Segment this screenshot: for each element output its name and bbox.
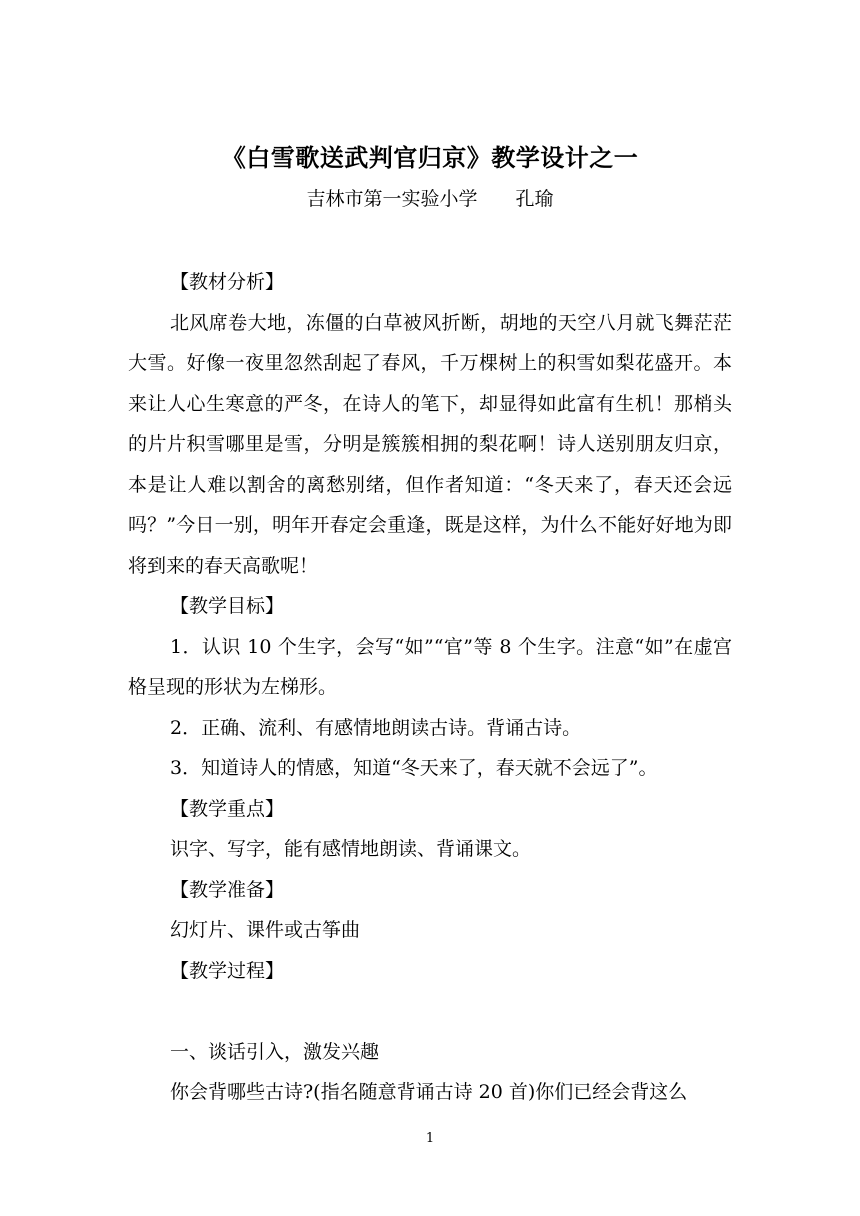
- page-number: 1: [425, 1131, 435, 1146]
- analysis-paragraph: 北风席卷大地，冻僵的白草被风折断，胡地的天空八月就飞舞茫茫大雪。好像一夜里忽然刮起了春风，千万棵树上的积雪如梨花盛开。本来让人心生寒意的严冬，在诗人的笔下，却显得如此富有生机！那梢头的片片积雪哪里是雪，分明是簇簇相拥的梨花啊！诗人送别朋友归京，本是让人难以割舍的离愁别绪，但作者知道：“冬天来了，春天还会远吗？”今日一别，明年开春定会重逢，既是这样，为什么不能好好地为即将到来的春天高歌呢！: [128, 311, 732, 577]
- section-heading-goals: 【教学目标】: [170, 595, 285, 617]
- goal-item-2: 2．正确、流利、有感情地朗读古诗。背诵古诗。: [170, 716, 582, 739]
- section-heading-process: 【教学过程】: [170, 959, 285, 982]
- goal-item-1: 1．认识 10 个生字，会写“如”“官”等 8 个生字。注意“如”在虚宫格呈现的形状为左梯形。: [128, 635, 732, 698]
- blank-line: [128, 991, 732, 1032]
- section-heading-preparation: 【教学准备】: [170, 878, 285, 901]
- author-byline: 吉林市第一实验小学 孔瑜: [306, 188, 554, 210]
- key-points-text: 识字、写字，能有感情地朗读、背诵课文。: [170, 838, 532, 860]
- goal-item-3: 3．知道诗人的情感，知道“冬天来了，春天就不会远了”。: [170, 757, 658, 779]
- step-1-text: 你会背哪些古诗?(指名随意背诵古诗 20 首)你们已经会背这么: [170, 1081, 688, 1103]
- document-body: [128, 262, 732, 1113]
- preparation-text: 幻灯片、课件或古筝曲: [170, 919, 361, 941]
- section-heading-analysis: 【教材分析】: [170, 271, 285, 293]
- document-title: 《白雪歌送武判官归京》教学设计之一: [221, 143, 639, 172]
- section-heading-key-points: 【教学重点】: [170, 797, 285, 820]
- step-1-heading: 一、谈话引入，激发兴趣: [170, 1040, 380, 1063]
